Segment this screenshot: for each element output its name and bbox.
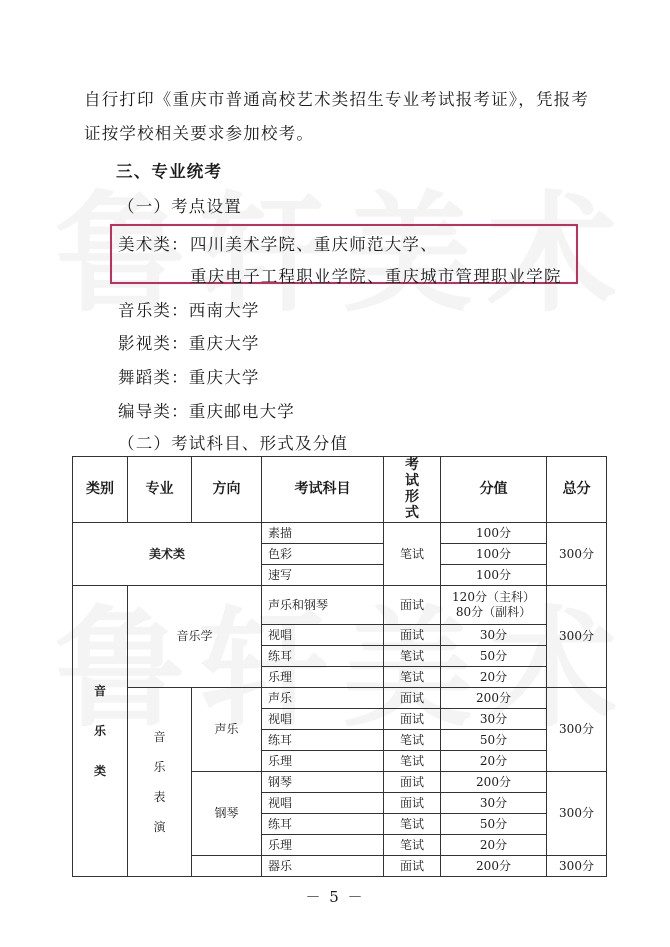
vocal-direction-cell: 声乐	[192, 687, 262, 771]
venue-art-line1: 四川美术学院、重庆师范大学、	[190, 235, 438, 254]
intro-paragraph: 自行打印《重庆市普通高校艺术类招生专业考试报考证》，凭报考证按学校相关要求参加校考。	[84, 90, 590, 143]
header-subject: 考试科目	[262, 457, 384, 523]
section-title: 三、专业统考	[116, 162, 223, 181]
subject-cell: 色彩	[262, 543, 384, 564]
subject-cell: 乐理	[262, 834, 384, 855]
score-cell: 20分	[441, 666, 547, 687]
instrument-direction-cell	[192, 855, 262, 876]
score-cell: 200分	[441, 771, 547, 792]
musicology-major-cell: 音乐学	[128, 585, 262, 687]
venue-art-line2: 重庆电子工程职业学院、重庆城市管理职业学院	[190, 267, 562, 286]
subject-cell: 视唱	[262, 624, 384, 645]
venue-art-label: 美术类：	[118, 235, 189, 254]
form-cell: 笔试	[384, 666, 441, 687]
header-form: 考试形式	[384, 457, 441, 523]
page-number: － 5 －	[305, 888, 365, 906]
score-cell: 100分	[441, 522, 547, 543]
table-row	[73, 585, 607, 624]
subject-cell: 视唱	[262, 792, 384, 813]
subject-cell: 视唱	[262, 708, 384, 729]
score-main: 120分（主科）	[452, 590, 535, 605]
exam-score-table	[72, 456, 607, 877]
subject-cell: 器乐	[262, 855, 384, 876]
total-cell: 300分	[547, 687, 607, 771]
total-cell: 300分	[547, 855, 607, 876]
form-cell: 面试	[384, 855, 441, 876]
header-direction: 方向	[192, 457, 262, 523]
score-cell: 200分	[441, 855, 547, 876]
subsection-title-venues: （一）考点设置	[118, 197, 242, 216]
venue-film: 影视类：重庆大学	[118, 334, 260, 353]
score-cell: 200分	[441, 687, 547, 708]
form-cell: 面试	[384, 624, 441, 645]
score-cell: 100分	[441, 543, 547, 564]
subject-cell: 练耳	[262, 813, 384, 834]
table-row	[73, 522, 607, 543]
form-cell: 笔试	[384, 750, 441, 771]
form-cell: 笔试	[384, 834, 441, 855]
header-score: 分值	[441, 457, 547, 523]
venue-directing: 编导类：重庆邮电大学	[118, 402, 295, 421]
form-cell: 面试	[384, 585, 441, 624]
score-cell	[441, 585, 547, 624]
venue-dance: 舞蹈类：重庆大学	[118, 368, 260, 387]
score-cell: 50分	[441, 729, 547, 750]
subject-cell: 乐理	[262, 666, 384, 687]
score-cell: 30分	[441, 624, 547, 645]
subject-cell: 练耳	[262, 729, 384, 750]
art-category-cell: 美术类	[73, 522, 262, 585]
score-cell: 30分	[441, 792, 547, 813]
table-row	[73, 687, 607, 708]
music-category-cell: 音乐类	[73, 585, 128, 876]
header-category: 类别	[73, 457, 128, 523]
subsection-title-exams: （二）考试科目、形式及分值	[118, 434, 349, 453]
form-cell: 笔试	[384, 729, 441, 750]
subject-cell: 速写	[262, 564, 384, 585]
total-cell: 300分	[547, 585, 607, 687]
piano-direction-cell: 钢琴	[192, 771, 262, 855]
venue-music: 音乐类：西南大学	[118, 301, 260, 320]
form-cell: 面试	[384, 792, 441, 813]
score-cell: 100分	[441, 564, 547, 585]
subject-cell: 练耳	[262, 645, 384, 666]
form-cell: 面试	[384, 708, 441, 729]
total-cell: 300分	[547, 522, 607, 585]
score-cell: 20分	[441, 750, 547, 771]
form-cell: 笔试	[384, 522, 441, 585]
header-total: 总分	[547, 457, 607, 523]
total-cell: 300分	[547, 771, 607, 855]
score-cell: 50分	[441, 813, 547, 834]
form-cell: 面试	[384, 771, 441, 792]
header-major: 专业	[128, 457, 192, 523]
score-minor: 80分（副科）	[455, 604, 532, 619]
score-cell: 30分	[441, 708, 547, 729]
subject-cell: 素描	[262, 522, 384, 543]
score-cell: 50分	[441, 645, 547, 666]
form-cell: 面试	[384, 687, 441, 708]
subject-cell: 声乐	[262, 687, 384, 708]
table-header-row	[73, 457, 607, 523]
score-cell: 20分	[441, 834, 547, 855]
subject-cell: 乐理	[262, 750, 384, 771]
performance-major-cell: 音乐表演	[128, 687, 192, 876]
subject-cell: 钢琴	[262, 771, 384, 792]
form-cell: 笔试	[384, 645, 441, 666]
form-cell: 笔试	[384, 813, 441, 834]
subject-cell: 声乐和钢琴	[262, 585, 384, 624]
